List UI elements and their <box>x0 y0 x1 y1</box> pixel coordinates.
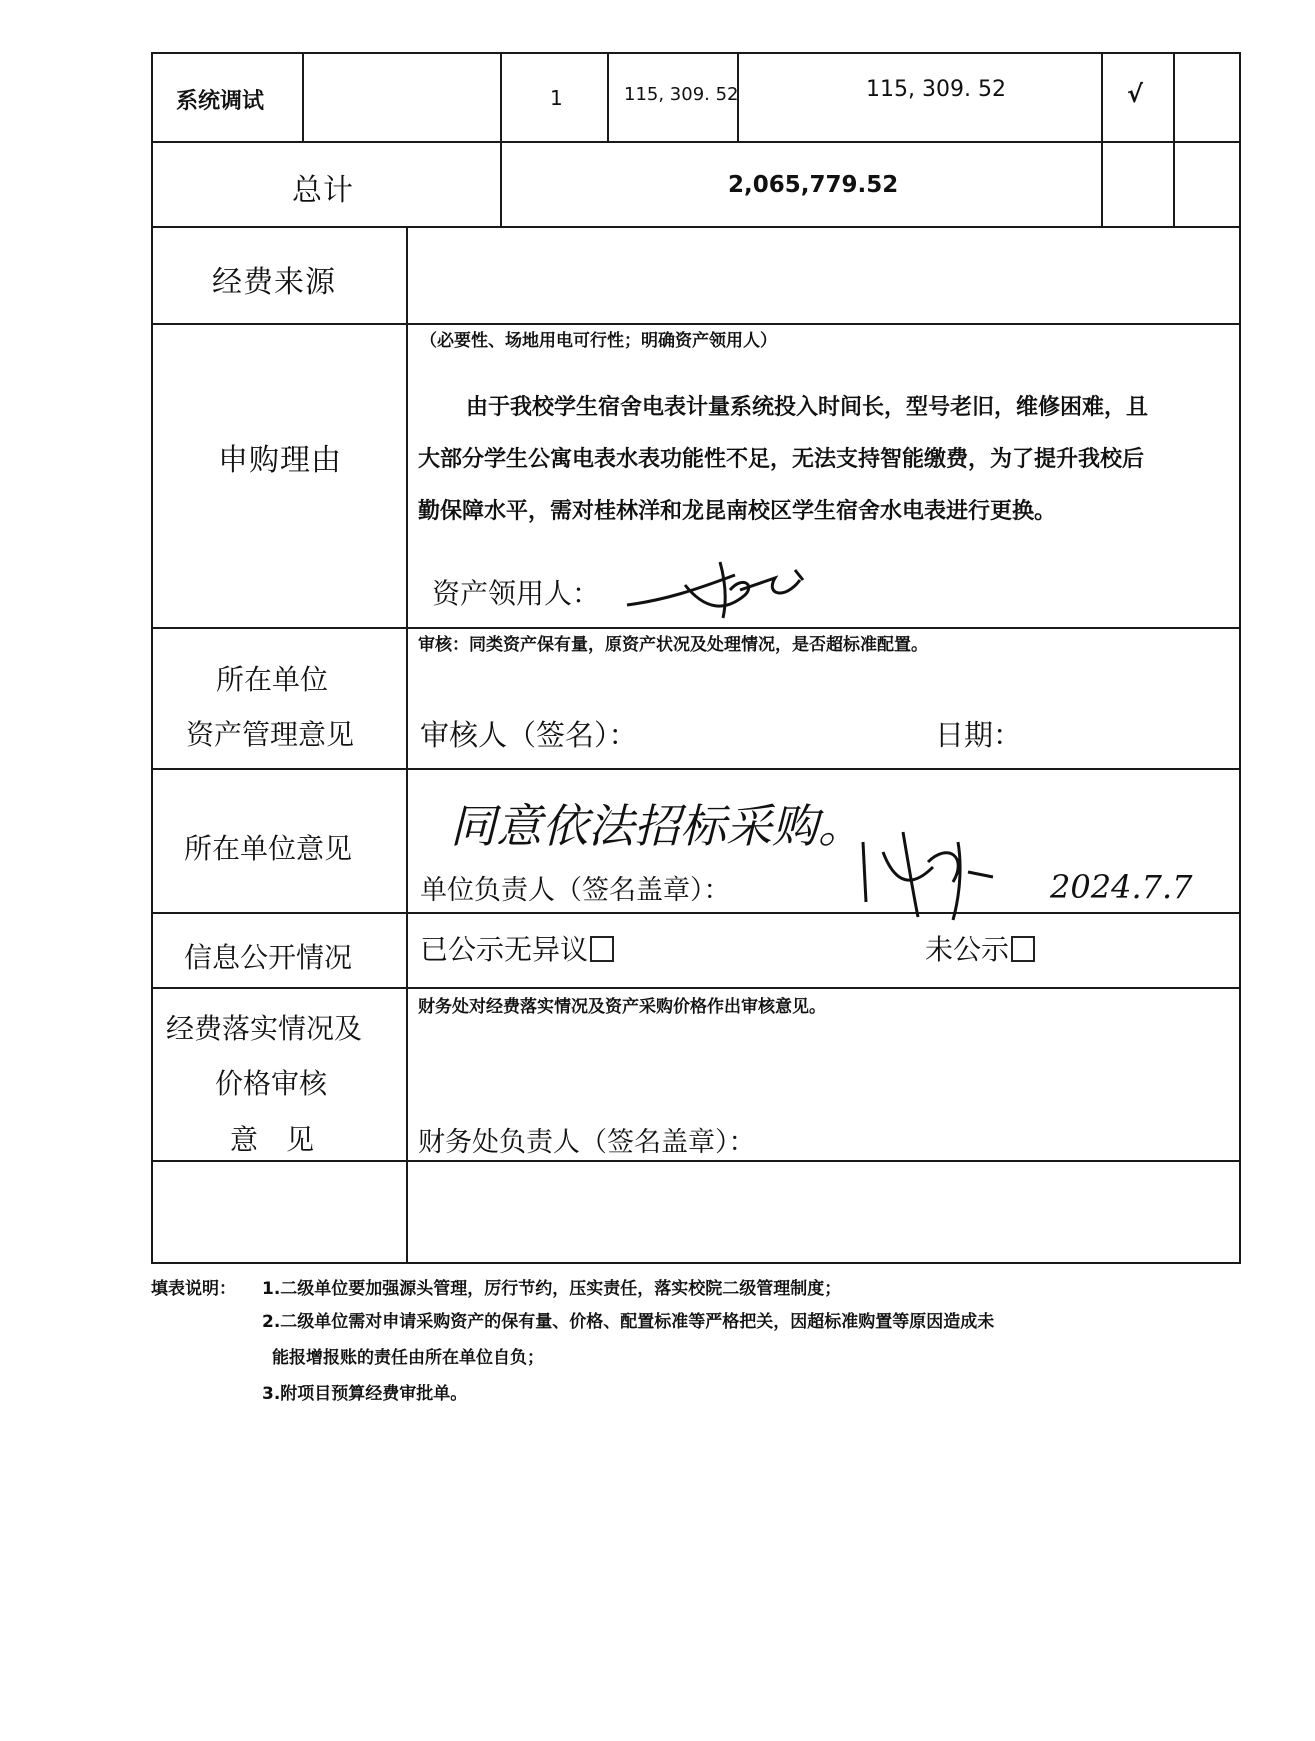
item-quantity: 1 <box>550 86 563 110</box>
unit-leader-signature <box>858 822 998 922</box>
disclosure-published-text: 已公示无异议 <box>420 933 589 966</box>
disclosure-published-option[interactable] <box>420 928 614 968</box>
note-item-3: 3.附项目预算经费审批单。 <box>262 1384 468 1404</box>
col-rule <box>1101 52 1103 227</box>
published-checkbox[interactable] <box>590 936 614 962</box>
unit-asset-opinion-label-1: 所在单位 <box>216 663 329 696</box>
unpublished-checkbox[interactable] <box>1011 936 1035 962</box>
total-value: 2,065,779.52 <box>728 172 899 198</box>
purchase-reason-line-2: 大部分学生公寓电表水表功能性不足，无法支持智能缴费，为了提升我校后 <box>418 447 1145 472</box>
unit-opinion-handwritten: 同意依法招标采购。 <box>450 799 864 853</box>
col-rule <box>607 52 609 142</box>
reviewer-signature-label: 审核人（签名）： <box>420 718 638 752</box>
purchase-reason-hint: （必要性、场地用电可行性；明确资产领用人） <box>420 331 777 351</box>
item-unit-price: 115, 309. 52 <box>624 84 739 105</box>
notes-title: 填表说明： <box>151 1279 236 1299</box>
row-rule <box>151 987 1241 989</box>
finance-opinion-label-2: 价格审核 <box>215 1067 328 1100</box>
note-item-1: 1.二级单位要加强源头管理，厉行节约，压实责任，落实校院二级管理制度； <box>262 1279 842 1299</box>
finance-opinion-label-3: 意 见 <box>230 1123 315 1156</box>
table-border-right <box>1239 52 1241 1264</box>
item-amount: 115, 309. 52 <box>866 77 1006 102</box>
row-rule <box>151 627 1241 629</box>
col-rule <box>1173 52 1175 227</box>
review-date-label: 日期： <box>935 718 1023 752</box>
disclosure-label: 信息公开情况 <box>184 941 353 974</box>
finance-leader-signature-label: 财务处负责人（签名盖章）： <box>418 1127 756 1158</box>
item-check-mark: √ <box>1127 80 1144 108</box>
col-rule <box>500 52 502 227</box>
asset-user-label: 资产领用人： <box>432 577 601 610</box>
row-rule <box>151 52 1241 54</box>
table-border-left <box>151 52 153 1264</box>
col-rule <box>302 52 304 142</box>
col-rule <box>406 226 408 1263</box>
row-rule <box>151 141 1241 143</box>
row-rule <box>151 1160 1241 1162</box>
asset-user-signature <box>625 550 825 620</box>
funding-source-label: 经费来源 <box>212 265 336 300</box>
finance-opinion-label-1: 经费落实情况及 <box>166 1012 363 1045</box>
row-rule <box>151 226 1241 228</box>
unit-opinion-date: 2024.7.7 <box>1050 868 1193 906</box>
note-item-2: 2.二级单位需对申请采购资产的保有量、价格、配置标准等严格把关，因超标准购置等原因造成未 <box>262 1312 995 1332</box>
row-rule <box>151 768 1241 770</box>
row-rule <box>151 323 1241 325</box>
item-name: 系统调试 <box>176 89 265 114</box>
purchase-reason-line-3: 勤保障水平，需对桂林洋和龙昆南校区学生宿舍水电表进行更换。 <box>418 499 1057 524</box>
purchase-reason-label: 申购理由 <box>218 443 342 478</box>
total-label: 总计 <box>292 173 354 208</box>
finance-opinion-hint: 财务处对经费落实情况及资产采购价格作出审核意见。 <box>418 997 826 1017</box>
disclosure-unpublished-option[interactable] <box>925 928 1035 968</box>
unit-asset-opinion-label-2: 资产管理意见 <box>186 718 355 751</box>
purchase-reason-line-1: 由于我校学生宿舍电表计量系统投入时间长，型号老旧，维修困难，且 <box>466 395 1149 420</box>
unit-asset-opinion-hint: 审核：同类资产保有量，原资产状况及处理情况，是否超标准配置。 <box>418 635 928 655</box>
row-rule <box>151 1262 1241 1264</box>
unit-opinion-label: 所在单位意见 <box>184 832 353 865</box>
note-item-2-cont: 能报增报账的责任由所在单位自负； <box>272 1348 544 1368</box>
unit-leader-signature-label: 单位负责人（签名盖章）： <box>420 875 731 906</box>
disclosure-unpublished-text: 未公示 <box>925 933 1010 966</box>
row-rule <box>151 912 1241 914</box>
